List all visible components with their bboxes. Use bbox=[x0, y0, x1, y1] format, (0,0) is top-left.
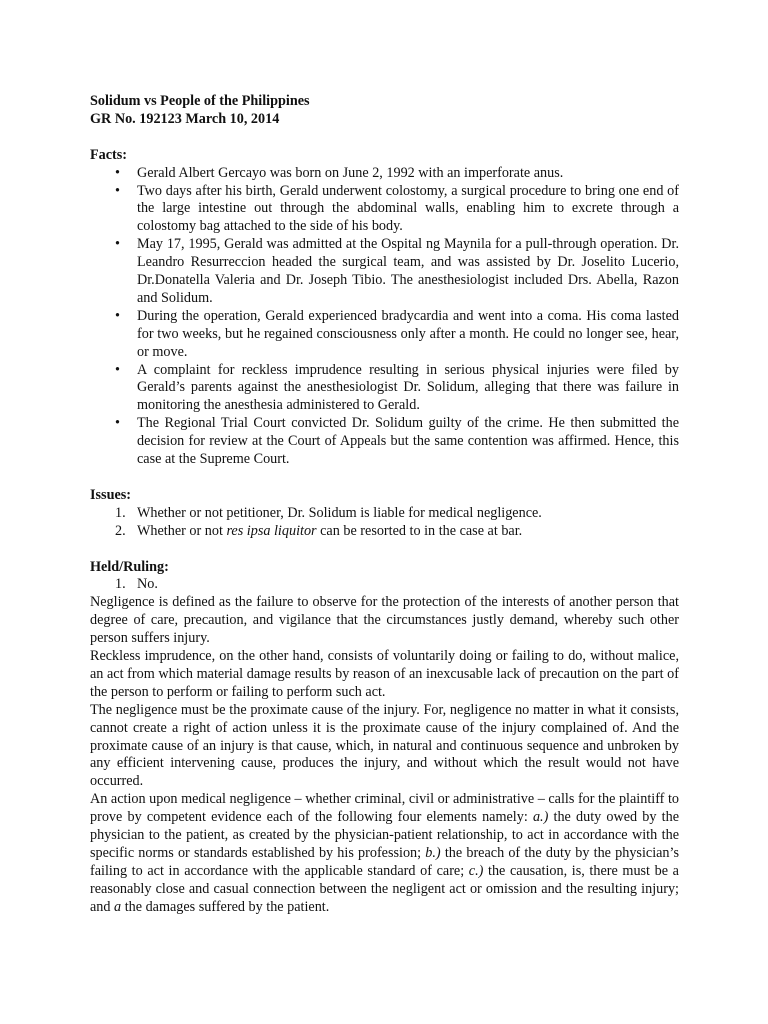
bullet-icon: • bbox=[115, 307, 120, 324]
element-a-label: a.) bbox=[532, 809, 549, 826]
issue-item bbox=[90, 505, 679, 523]
fact-text: During the operation, Gerald experienced bradycardia and went into a coma. His coma lasted for two weeks, but he regained consciousness only after a month. He could no longer see, hear, or move. bbox=[137, 307, 679, 360]
spacer bbox=[90, 541, 679, 559]
ruling-list bbox=[90, 576, 679, 594]
elements-paragraph bbox=[90, 791, 679, 916]
bullet-icon: • bbox=[115, 361, 120, 378]
fact-text: May 17, 1995, Gerald was admitted at the Ospital ng Maynila for a pull-through operation. Dr. Leandro Resurreccion headed the surgical team, and was assisted by Dr. Joselito Lucerio, Dr.Donatella Valeria and Dr. Joseph Tibio. The anesthesiologist included Drs. Abella, Razon and Solidum. bbox=[137, 236, 679, 306]
issue-number: 2. bbox=[115, 522, 126, 539]
fact-text: Two days after his birth, Gerald underwent colostomy, a surgical procedure to bring one end of the large intestine out through the abdominal walls, enabling him to excrete through a colostomy bag attached to the side of his body. bbox=[137, 182, 679, 235]
document-page bbox=[90, 93, 679, 917]
elements-text-4: the causation, is, there must be a reasonably close and casual connection between the negligent act or omission and the resulting injury; and bbox=[90, 862, 679, 915]
elements-text-3: the breach of the duty by the physician’s failing to act in accordance with the applicable standard of care; bbox=[90, 845, 679, 879]
negligence-definition-paragraph: Negligence is defined as the failure to observe for the protection of the interests of another person that degree of care, precaution, and vigilance that the circumstances justly demand, whereby such other person suffers injury. bbox=[90, 594, 679, 647]
issue-italic-term: res ipsa liquitor bbox=[226, 522, 317, 539]
element-b-label: b.) bbox=[425, 845, 441, 862]
fact-text: A complaint for reckless imprudence resulting in serious physical injuries were filed by Gerald’s parents against the anesthesiologist Dr. Solidum, alleging that there was failure in monitoring the anesthesia administered to Gerald. bbox=[137, 361, 679, 414]
issues-heading: Issues: bbox=[90, 486, 131, 503]
fact-item bbox=[90, 165, 679, 183]
fact-item bbox=[90, 183, 679, 237]
proximate-cause-paragraph: The negligence must be the proximate cause of the injury. For, negligence no matter in what it consists, cannot create a right of action unless it is the proximate cause of the injury complained of. And the proximate cause of an injury is that cause, which, in natural and continuous sequence and unbroken by any efficient intervening cause, produces the injury, and without which the result would not have occurred. bbox=[90, 701, 679, 790]
spacer bbox=[90, 469, 679, 487]
reckless-imprudence-paragraph: Reckless imprudence, on the other hand, consists of voluntarily doing or failing to do, without malice, an act from which material damage results by reason of an inexcusable lack of precaution on the part of the person to perform or failing to perform such act. bbox=[90, 648, 679, 700]
spacer bbox=[90, 129, 679, 147]
ruling-answer: No. bbox=[137, 576, 158, 593]
bullet-icon: • bbox=[115, 164, 120, 181]
bullet-icon: • bbox=[115, 415, 120, 432]
elements-text-2: the duty owed by the physician to the patient, as created by the physician-patient relationship, to act in accordance with the specific norms or standards established by his profession; bbox=[90, 809, 679, 862]
issues-list bbox=[90, 505, 679, 541]
element-c-label: c.) bbox=[468, 862, 484, 879]
fact-item bbox=[90, 362, 679, 416]
issue-text-after: can be resorted to in the case at bar. bbox=[316, 522, 523, 539]
elements-text-5: the damages suffered by the patient. bbox=[121, 898, 330, 915]
elements-text-1: An action upon medical negligence – whether criminal, civil or administrative – calls for the plaintiff to prove by competent evidence each of the following four elements namely: bbox=[90, 791, 679, 826]
bullet-icon: • bbox=[115, 182, 120, 199]
issue-text-before: Whether or not bbox=[137, 522, 227, 539]
case-citation: GR No. 192123 March 10, 2014 bbox=[90, 110, 280, 127]
facts-list bbox=[90, 165, 679, 469]
issue-number: 1. bbox=[115, 504, 126, 521]
case-title: Solidum vs People of the Philippines bbox=[90, 93, 310, 109]
ruling-number: 1. bbox=[115, 576, 126, 593]
ruling-heading: Held/Ruling: bbox=[90, 558, 169, 575]
bullet-icon: • bbox=[115, 236, 120, 253]
fact-item bbox=[90, 415, 679, 469]
issue-text: Whether or not petitioner, Dr. Solidum is liable for medical negligence. bbox=[137, 504, 542, 521]
fact-text: Gerald Albert Gercayo was born on June 2, 1992 with an imperforate anus. bbox=[137, 164, 564, 181]
element-d-label: a bbox=[114, 898, 122, 915]
facts-heading: Facts: bbox=[90, 146, 128, 163]
fact-item bbox=[90, 308, 679, 362]
fact-item bbox=[90, 236, 679, 308]
fact-text: The Regional Trial Court convicted Dr. Solidum guilty of the crime. He then submitted the decision for review at the Court of Appeals but the same contention was affirmed. Hence, this case at the Supreme Court. bbox=[137, 415, 679, 468]
ruling-item bbox=[90, 576, 679, 594]
issue-item bbox=[90, 523, 679, 541]
